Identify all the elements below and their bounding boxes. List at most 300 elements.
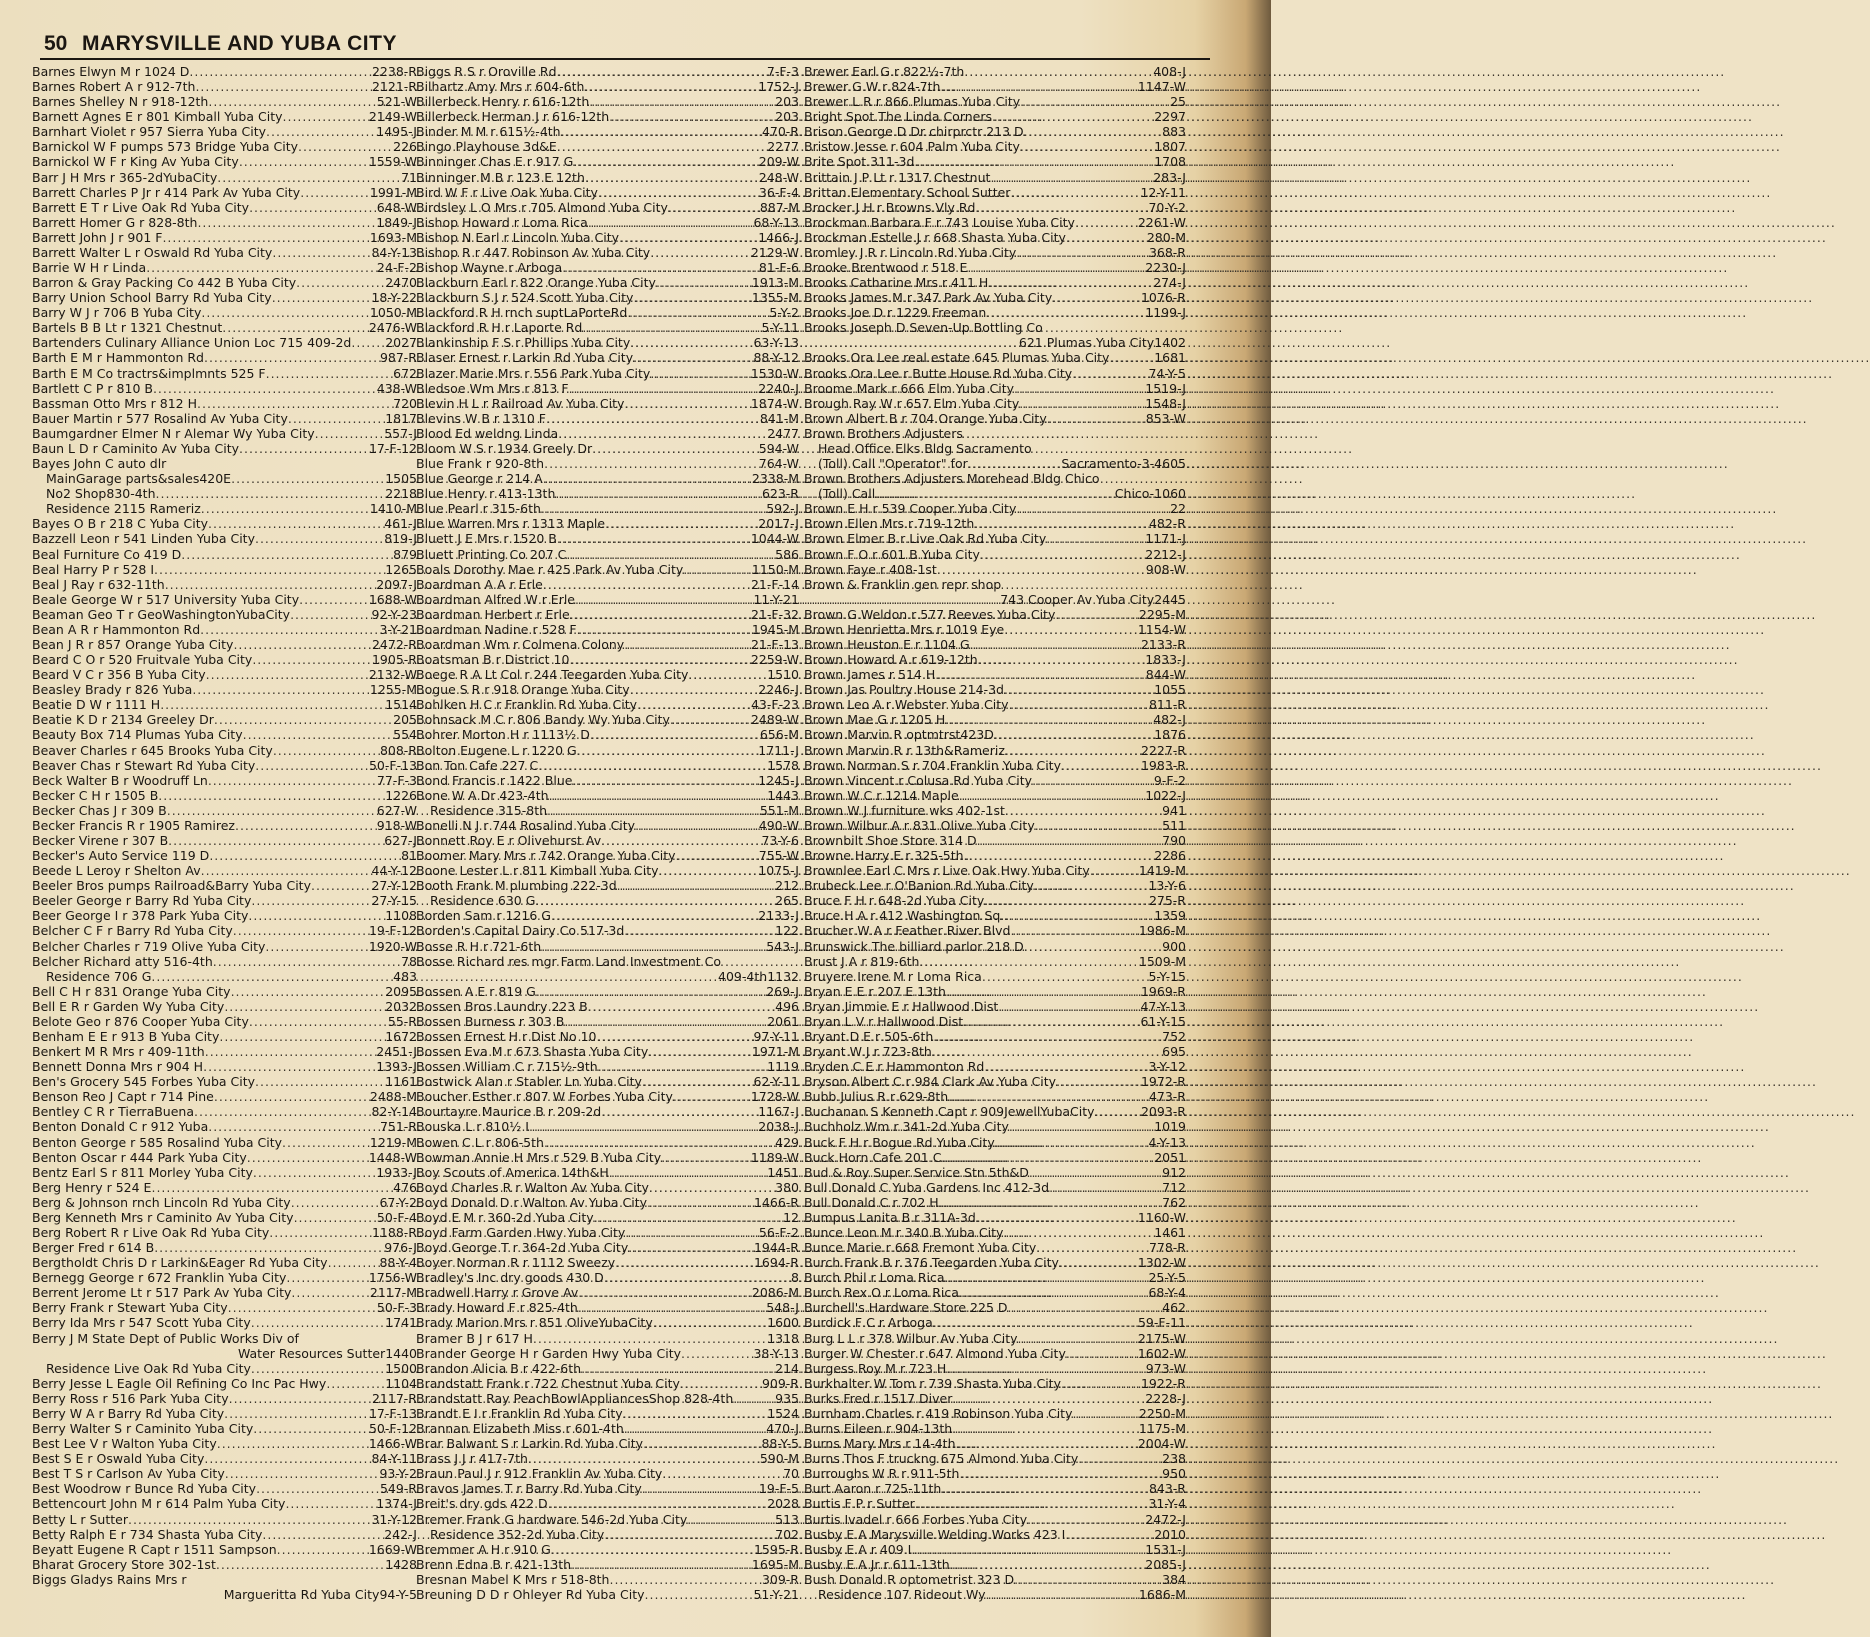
listing-entry [32,290,417,305]
listing-entry [32,1331,417,1346]
leader-dots [650,245,751,260]
phone-number: 203 [775,94,799,110]
phone-number: 1833-J [1145,652,1186,668]
listing-entry [32,984,417,999]
leader-dots [630,335,753,350]
listing-entry [32,1014,417,1029]
leader-dots [578,1285,752,1300]
phone-number: 1044-W [750,531,799,547]
leader-dots [959,1466,1162,1481]
listing-entry [32,245,417,260]
listing-name: Bourtayre Maurice B r 209-2d [416,1104,602,1120]
phone-number: 2132-W [368,667,417,683]
phone-number: 843-R [1148,1481,1186,1497]
phone-number: 752 [1162,1029,1186,1044]
phone-number: 92-Y-23 [371,606,417,622]
phone-number: 2027 [385,335,417,351]
listing-name: Burdick F C r Arboga [804,1315,933,1331]
leader-dots [536,984,766,999]
listing-name: Breuning D D r Ohleyer Rd Yuba City [416,1586,645,1602]
leader-dots [551,1542,754,1557]
listing-name: Bennett Donna Mrs r 904 H [32,1059,204,1075]
listing-entry [32,577,417,592]
leader-dots [197,215,376,230]
listing-name: Bruyere Irene M r Loma Rica [804,968,982,984]
listing-entry [32,667,417,682]
listing-entry [416,908,799,923]
phone-number: 1075-J [758,863,799,879]
phone-number: 623-R [761,486,799,502]
leader-dots [604,1527,775,1542]
listing-entry [416,1089,799,1104]
listing-entry [804,396,1186,411]
listing-entry [804,94,1186,109]
listing-entry [416,290,799,305]
listing-name: Brunswick The billiard parlor 218 D [804,938,1024,954]
leader-dots [222,320,369,335]
listing-name: Bernegg George r 672 Franklin Yuba City [32,1270,287,1286]
listing-entry [32,592,417,607]
listing-name: Brady Marion Mrs r 851 OliveYubaCity [416,1315,653,1331]
phone-number: 1019 [1154,1119,1186,1135]
phone-number: 1669-W [368,1541,417,1557]
listing-entry [804,607,1186,622]
listing-name: Brooks Joe D r 1229 Freeman [804,305,987,321]
listing-name: Brown Wilbur A r 831 Olive Yuba City [804,817,1035,833]
phone-number: 778-R [1148,1240,1186,1256]
leader-dots [1009,1119,1154,1134]
listing-name: Boy Scouts of America 14th&H [416,1164,609,1180]
listing-name: Bresnan Mabel K Mrs r 518-8th [416,1571,610,1587]
listing-entry [32,411,417,426]
leader-dots [875,486,1115,501]
leader-dots [1004,622,1138,637]
listing-name: Bruce H A r 412 Washington Sq [804,908,1001,924]
phone-number: 941 [1162,802,1186,818]
listing-entry [32,215,417,230]
listing-name: Barr J H Mrs r 365-2dYubaCity [32,169,218,185]
page-header [40,30,1210,60]
listing-entry [32,1421,417,1436]
leader-dots [977,833,1163,848]
phone-number: 27-Y-15 [371,893,417,909]
listing-name: Bartlett C P r 810 B [32,380,153,396]
listing-name: Baumgardner Elmer N r Alemar Wy Yuba City [32,425,315,441]
leader-dots [154,562,385,577]
listing-entry [416,969,799,984]
phone-number: 695 [1162,1044,1186,1060]
listing-entry [804,1376,1186,1391]
phone-number: 1983-R [1140,757,1186,773]
listing-name: Brown E H r 539 Cooper Yuba City [804,501,1017,517]
phone-number: 1265 [385,561,417,577]
phone-number: 1672 [385,1029,417,1044]
leader-dots [571,1557,752,1572]
listing-name: Residence 107 Rideout Wy [818,1586,986,1602]
listing-entry [804,939,1186,954]
leader-dots [538,758,767,773]
leader-dots [995,1135,1149,1150]
listing-entry [416,245,799,260]
listing-name: Brady Howard F r 825-4th [416,1300,578,1316]
leader-dots [255,758,369,773]
listing-entry [32,320,417,335]
leader-dots [165,577,377,592]
listing-name: Bone W A Dr 423-4th [416,787,549,803]
leader-dots [984,1059,1148,1074]
phone-number: 205 [393,712,417,728]
phone-number: 1466-J [758,229,799,245]
phone-number: 2277 [767,139,799,155]
leader-dots [1004,682,1154,697]
listing-name: Baun L D r Caminito Av Yuba City [32,440,240,456]
leader-dots [158,788,385,803]
phone-number: 2117-R [371,1390,417,1406]
listing-entry [416,170,799,185]
listing-entry [416,984,799,999]
listing-name: Berry Jesse L Eagle Oil Refining Co Inc Pac Hwy [32,1375,327,1391]
listing-entry [804,577,1186,592]
leader-dots [1020,94,1170,109]
listing-name: Bilhartz Amy Mrs r 604-6th [416,79,585,95]
leader-dots [291,1285,369,1300]
leader-dots [1019,396,1145,411]
listing-name: Berry Walter S r Caminito Yuba City [32,1421,254,1437]
listing-entry [804,215,1186,230]
phone-number: 384 [1162,1571,1186,1587]
phone-number: 1991-M [369,184,417,200]
listing-name: Barrett E T r Live Oak Rd Yuba City [32,199,250,215]
phone-number: 1154-W [1137,621,1186,637]
listing-name: Brooke Brentwood r 518 E [804,260,968,276]
phone-number: 17-F-13 [368,1405,417,1421]
phone-number: 908-W [1145,561,1186,577]
listing-name: Bettencourt John M r 614 Palm Yuba City [32,1496,286,1512]
listing-name: Brownbilt Shoe Store 314 D [804,832,977,848]
listing-name: Berry Ross r 516 Park Yuba City [32,1390,229,1406]
listing-entry [804,622,1186,637]
phone-number: 496 [775,998,799,1014]
listing-name: Benton Donald C r 912 Yuba [32,1119,209,1135]
listing-entry [804,1119,1186,1134]
listing-entry [32,486,417,501]
phone-number: 1318 [767,1330,799,1346]
listing-name: Barry W J r 706 B Yuba City [32,305,202,321]
leader-dots [252,652,372,667]
listing-entry [416,1104,799,1119]
phone-number: 77-F-3 [376,772,417,788]
listing-name: Bumpus Lanita B r 311A-3d [804,1209,976,1225]
leader-dots [219,1029,385,1044]
listing-entry [32,547,417,562]
leader-dots [588,999,775,1014]
listing-name: Bowen C L r 806-5th [416,1134,544,1150]
listing-name: Bunce Marie r 668 Fremont Yuba City [804,1240,1037,1256]
phone-number: 2218 [385,486,417,502]
leader-dots [935,667,1146,682]
listing-entry [32,1466,417,1481]
listing-name: Brown G Weldon r 577 Reeves Yuba City [804,606,1056,622]
listing-entry [32,1059,417,1074]
listing-entry [32,94,417,109]
listing-entry [416,139,799,154]
phone-number: 88-Y-4 [379,1255,417,1271]
listing-name: Barrett Charles P Jr r 414 Park Av Yuba City [32,184,301,200]
phone-number: 1817 [385,410,417,426]
listing-name: Bubb Julius R r 629-8th [804,1089,949,1105]
listing-name: 409-4th [718,968,768,984]
listing-name: Barnett Agnes E r 801 Kimball Yuba City [32,109,283,125]
leader-dots [601,833,761,848]
listing-name: Buck F H r Bogue Rd Yuba City [804,1134,995,1150]
listing-name: Brubeck Lee r O'Banion Rd Yuba City [804,878,1034,894]
leader-dots [156,486,386,501]
leader-dots [203,1059,376,1074]
listing-name: Ben's Grocery 545 Forbes Yuba City [32,1074,256,1090]
phone-number: 702 [775,1526,799,1542]
leader-dots [940,79,1137,94]
leader-dots [217,170,401,185]
leader-dots [577,743,759,758]
leader-dots [653,1315,767,1330]
listing-entry [416,1165,799,1180]
listing-name: Residence Live Oak Rd Yuba City [46,1360,251,1376]
leader-dots [1024,939,1162,954]
listing-entry [32,200,417,215]
phone-number: 1686-M [1138,1586,1186,1602]
listing-entry [32,743,417,758]
listing-name: Bingo Playhouse 3d&E [416,139,557,155]
listing-entry [32,1104,417,1119]
listing-name: Blackford R H r Laporte Rd [416,320,583,336]
listing-name: Brandstatt Frank r 722 Chestnut Yuba City [416,1375,680,1391]
leader-dots [1047,411,1146,426]
leader-dots [948,1089,1149,1104]
leader-dots [1046,531,1145,546]
phone-number: 1188-R [371,1225,417,1241]
listing-name: Margueritta Rd Yuba City [223,1586,380,1602]
listing-entry [416,1150,799,1165]
leader-dots [555,486,762,501]
phone-number: 2489-W [750,712,799,728]
phone-number: 2261-W [1137,214,1186,230]
listing-entry [416,758,799,773]
phone-number: 31-Y-4 [1148,1496,1186,1512]
leader-dots [911,1542,1145,1557]
listing-entry [804,456,1186,471]
listing-entry [416,275,799,290]
listing-name: Brown F O r 601 B Yuba City [804,546,980,562]
listing-name: Bright Spot The Linda Corners [804,109,993,125]
leader-dots [146,260,377,275]
listing-entry [32,1165,417,1180]
listing-name: Bosse R H r 721-6th [416,938,542,954]
listing-name: Blue Henry r 413-13th [416,486,556,502]
leader-dots [225,1466,380,1481]
phone-number: 36-F-4 [758,184,799,200]
listing-name: Berrent Jerome Lt r 517 Park Av Yuba City [32,1285,292,1301]
listing-name: Blackburn S J r 524 Scott Yuba City [416,290,634,306]
listing-entry [416,1315,799,1330]
leader-dots [168,833,384,848]
leader-dots [558,426,767,441]
listing-entry [416,788,799,803]
leader-dots [598,185,759,200]
phone-number: 1402 [1154,335,1186,351]
listing-name: Burns Eileen r 904-13th [804,1421,953,1437]
leader-dots [623,1406,768,1421]
listing-entry [416,682,799,697]
listing-name: Boardman Herbert r Erle [416,606,570,622]
listing-entry [804,893,1186,908]
leader-dots [1055,607,1139,622]
listing-entry [416,1074,799,1089]
phone-number: 88-Y-5 [761,1436,799,1452]
listing-entry [32,727,417,742]
listing-entry [32,516,417,531]
leader-dots [1016,501,1170,516]
listing-entry [32,139,417,154]
listing-name: Bremmer A H r 910 G [416,1541,551,1557]
listing-entry [804,1391,1186,1406]
leader-dots [269,1225,372,1240]
listing-entry [804,1029,1186,1044]
listing-name: Bluett J E Mrs r 1520 B [416,531,557,547]
listing-name: Borden Sam r 1216 G [416,908,551,924]
phone-number: 883 [1162,124,1186,140]
phone-number: 1600 [767,1315,799,1331]
listing-entry [32,833,417,848]
leader-dots [673,1089,751,1104]
leader-dots [1018,1331,1138,1346]
listing-entry [804,245,1186,260]
phone-number: 2093-R [1140,1104,1186,1120]
listing-name: Brown Marvin R r 13th&Rameriz [804,742,1005,758]
listing-entry [416,1331,799,1346]
listing-entry [804,697,1186,712]
leader-dots [635,818,759,833]
listing-entry [416,124,799,139]
phone-number: 12 [783,1209,799,1225]
listing-name: Beer George I r 378 Park Yuba City [32,908,249,924]
listing-name: Bishop N Earl r Lincoln Yuba City [416,229,620,245]
listing-entry [804,1542,1186,1557]
listing-entry [32,1029,417,1044]
phone-number: 672 [393,365,417,381]
leader-dots [192,682,370,697]
listing-name: Blevin H L r Railroad Av Yuba City [416,395,625,411]
listing-entry [32,622,417,637]
phone-number: 473-R [1148,1089,1186,1105]
leader-dots [681,1346,753,1361]
phone-number: 976-J [384,1240,417,1256]
listing-entry [416,727,799,742]
phone-number: 594-W [758,440,799,456]
listing-name: Boals Dorothy Mae r 425 Park Av Yuba City [416,561,684,577]
listing-entry [416,743,799,758]
listing-name: Brockman Estelle J r 668 Shasta Yuba City [804,229,1066,245]
listing-entry [416,939,799,954]
listing-entry [32,305,417,320]
leader-dots [643,1436,761,1451]
leader-dots [535,893,775,908]
phone-number: 490-W [758,817,799,833]
leader-dots [1010,923,1138,938]
listing-entry [804,305,1186,320]
phone-number: 269-J [766,983,799,999]
phone-number: 2010 [1154,1526,1186,1542]
phone-number: 1189-W [750,1149,799,1165]
phone-number: 1199-J [1145,305,1186,321]
phone-number: 808-R [379,742,417,758]
phone-number: 912 [1162,1164,1186,1180]
leader-dots [1016,245,1149,260]
listing-entry [804,878,1186,893]
listing-name: Bossen William C r 715½-9th [416,1059,598,1075]
listing-name: Betty L r Sutter [32,1511,128,1527]
listing-name: Beale George W r 517 University Yuba City [32,591,300,607]
listing-entry [804,1527,1186,1542]
leader-dots [642,1074,754,1089]
phone-number: 265 [775,893,799,909]
phone-number: 1524 [767,1405,799,1421]
phone-number: 551-M [759,802,799,818]
phone-number: 2227-R [1140,742,1186,758]
phone-number: 31-Y-12 [371,1511,417,1527]
listing-entry [32,969,417,984]
phone-number: 2129-W [750,244,799,260]
listing-entry [416,1285,799,1300]
phone-number: 93-Y-2 [379,1466,417,1482]
listing-name: Bryant D E r 505-6th [804,1029,934,1044]
listing-name: Brocker J H r Browns Vly Rd [804,199,976,215]
listing-name: Boyd E M r 360-2d Yuba City [416,1209,594,1225]
listing-name: Binninger Chas E r 917 G [416,154,574,170]
listing-entry [416,893,799,908]
listing-entry [804,848,1186,863]
phone-number: 844-W [1145,667,1186,683]
leader-dots [604,1270,791,1285]
phone-number: 19-F-12 [368,923,417,939]
listing-entry [804,335,1186,350]
listing-name: Borden's Capital Dairy Co 517-3d [416,923,625,939]
listing-entry [32,275,417,290]
listing-entry [804,1270,1186,1285]
leader-dots [952,1391,1145,1406]
leader-dots [937,562,1146,577]
listing-name: Bond Francis r 1422 Blue [416,772,573,788]
leader-dots [151,969,393,984]
listing-entry [804,441,1186,456]
listing-entry [32,607,417,622]
phone-number: 2061 [767,1013,799,1029]
leader-dots [585,170,759,185]
listing-name: Bayes O B r 218 C Yuba City [32,516,209,532]
phone-number: 2133-R [1140,636,1186,652]
phone-number: 238 [1162,1451,1186,1467]
phone-number: 1175-M [1138,1421,1186,1437]
phone-number: 549-R [379,1481,417,1497]
phone-number: 3-Y-21 [379,621,417,637]
listing-column-3 [804,64,1186,1602]
leader-dots [642,1481,759,1496]
listing-name: Belcher Richard atty 516-4th [32,953,213,969]
listing-name: Bird W F r Live Oak Yuba City [416,184,598,200]
listing-entry [32,893,417,908]
listing-name: Beard C O r 520 Fruitvale Yuba City [32,652,253,668]
leader-dots [1056,1074,1141,1089]
listing-name: Brooks Joseph D Seven-Up Bottling Co [804,320,1043,336]
